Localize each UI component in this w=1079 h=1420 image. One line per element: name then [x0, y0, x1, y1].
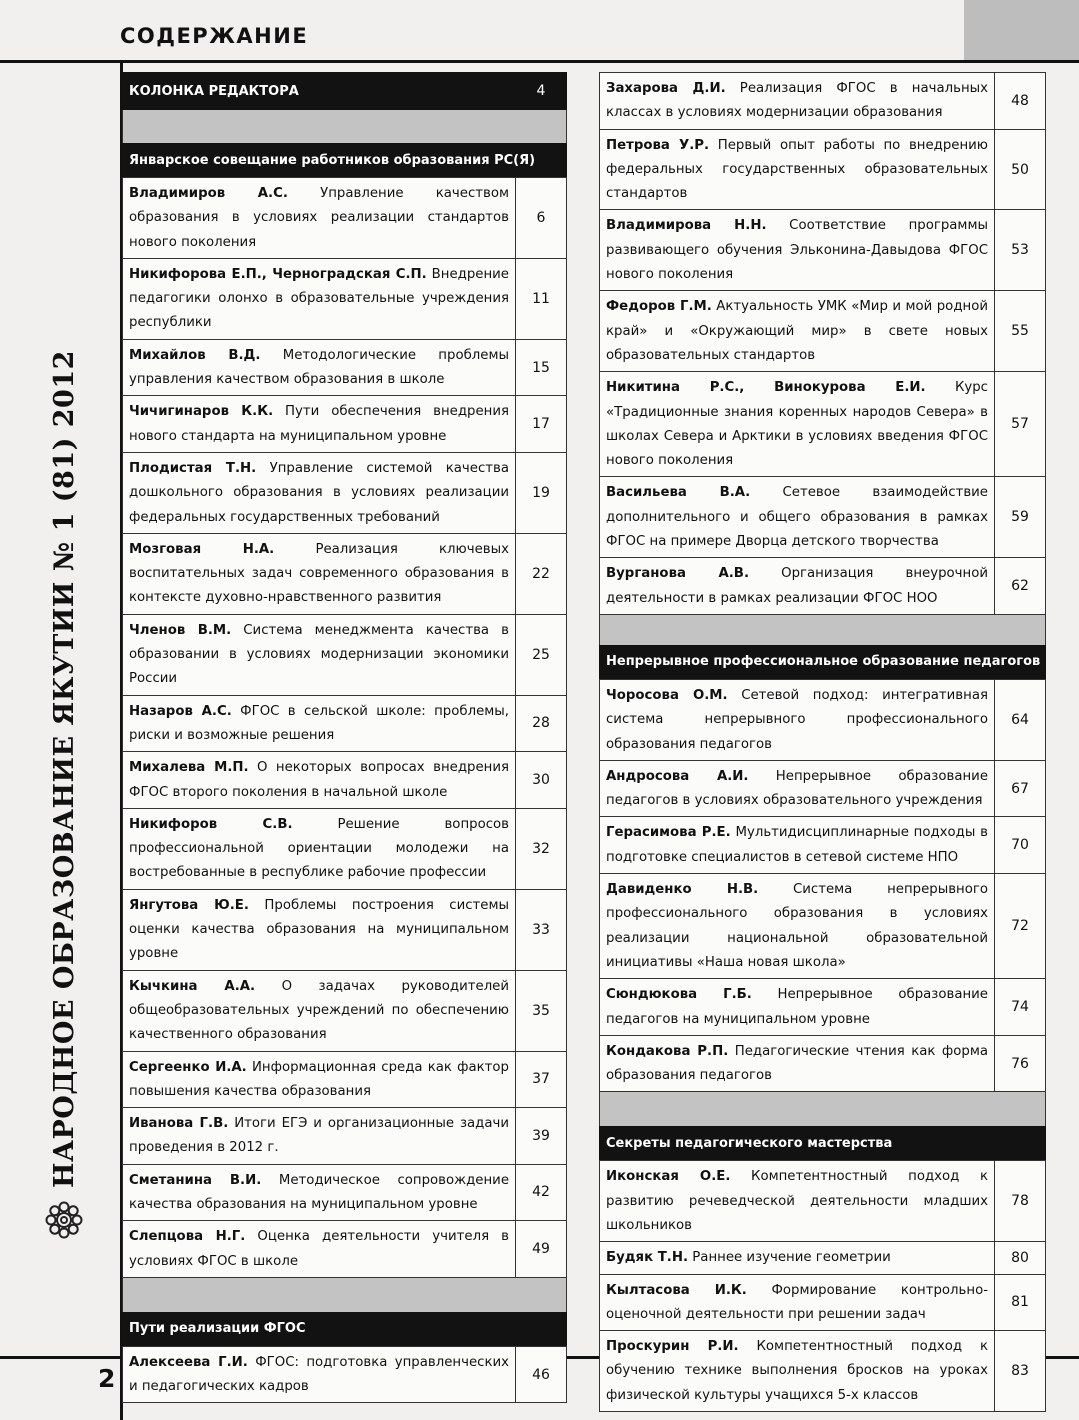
entry-author: Чичигинаров К.К.: [129, 404, 274, 420]
entry-page: 78: [994, 1161, 1045, 1241]
entry-title: Оценка деятельности учителя в условиях ФГОС в школе: [129, 1229, 509, 1269]
entry-text: [123, 971, 515, 1051]
entry-text: [600, 979, 994, 1035]
entry-text: [123, 890, 515, 970]
entry-page: 25: [515, 615, 566, 695]
toc-entry: [122, 971, 567, 1052]
entry-text: [600, 372, 994, 476]
entry-author: Владимирова Н.Н.: [606, 218, 767, 234]
toc-entry: [122, 259, 567, 340]
entry-text: [123, 259, 515, 339]
entry-page: 48: [994, 73, 1045, 129]
toc-entry: [599, 874, 1046, 979]
entry-list: [599, 72, 1046, 615]
entry-title: Управление системой качества дошкольного образования в условиях реализации федеральных государственных требований: [129, 460, 510, 525]
entry-text: [123, 396, 515, 452]
entry-list: [599, 1160, 1046, 1412]
section-divider: [599, 1092, 1046, 1126]
entry-text: [123, 615, 515, 695]
toc-entry: [122, 340, 567, 397]
entry-title: Итоги ЕГЭ и организационные задачи проведения в 2012 г.: [129, 1116, 509, 1156]
entry-author: Кылтасова И.К.: [606, 1282, 747, 1298]
corner-tab: [964, 0, 1079, 60]
section-header: [122, 143, 567, 177]
entry-text: [600, 1275, 994, 1331]
entry-text: [123, 752, 515, 808]
toc-entry: [599, 1160, 1046, 1242]
entry-page: 42: [515, 1165, 566, 1221]
entry-title: Управление качеством образования в условиях реализации стандартов нового поколения: [129, 186, 509, 250]
entry-text: [123, 1052, 515, 1108]
entry-author: Чоросова О.М.: [606, 687, 728, 703]
entry-title: О задачах руководителей общеобразовательных учреждений по обеспечению качественного образования: [129, 978, 510, 1043]
entry-text: [123, 1108, 515, 1164]
entry-title: Формирование контрольно-оценочной деятельности при решении задач: [606, 1282, 988, 1322]
entry-author: Андросова А.И.: [606, 768, 749, 784]
toc-entry: [599, 1275, 1046, 1332]
entry-page: 55: [994, 291, 1045, 371]
section-title: Пути реализации ФГОС: [129, 1321, 306, 1337]
entry-page: 30: [515, 752, 566, 808]
entry-page: 53: [994, 210, 1045, 290]
entry-text: [600, 291, 994, 371]
entry-page: 39: [515, 1108, 566, 1164]
right-column: [599, 72, 1046, 1412]
entry-page: 28: [515, 696, 566, 752]
entry-text: [600, 130, 994, 210]
toc-entry: [599, 372, 1046, 477]
entry-title: Методическое сопровождение качества образования на муниципальном уровне: [129, 1172, 509, 1212]
section-title: Январское совещание работников образования РС(Я): [129, 152, 536, 168]
toc-entry: [122, 453, 567, 534]
toc-entry: [122, 696, 567, 753]
entry-author: Никифоров С.В.: [129, 816, 293, 832]
entry-text: [600, 761, 994, 817]
toc-entry: [122, 615, 567, 696]
entry-text: [123, 696, 515, 752]
entry-author: Плодистая Т.Н.: [129, 460, 257, 476]
entry-author: Янгутова Ю.Е.: [129, 897, 249, 913]
entry-title: Непрерывное образование педагогов на муниципальном уровне: [606, 987, 988, 1027]
page-title: СОДЕРЖАНИЕ: [120, 24, 309, 48]
entry-page: 67: [994, 761, 1045, 817]
entry-author: Васильева В.А.: [606, 485, 751, 501]
entry-title: Система менеджмента качества в образовании в условиях модернизации экономики России: [129, 622, 509, 687]
editor-column-page: 4: [536, 83, 546, 99]
entry-page: 74: [994, 979, 1045, 1035]
entry-page: 81: [994, 1275, 1045, 1331]
entry-title: Система непрерывного профессионального образования в условиях реализации национальной образовательной инициативы «Наша новая школа»: [606, 882, 988, 970]
toc-entry: [599, 1036, 1046, 1093]
entry-author: Владимиров А.С.: [129, 186, 288, 201]
entry-page: 49: [515, 1221, 566, 1277]
toc-entry: [599, 817, 1046, 874]
entry-author: Кондакова Р.П.: [606, 1043, 729, 1059]
entry-title: Организация внеурочной деятельности в рамках реализации ФГОС НОО: [606, 566, 989, 606]
toc-entry: [599, 558, 1046, 615]
entry-author: Мозговая Н.А.: [129, 541, 275, 557]
entry-page: 37: [515, 1052, 566, 1108]
entry-author: Членов В.М.: [129, 622, 232, 638]
entry-page: 6: [515, 178, 566, 258]
entry-title: Реализация ФГОС в начальных классах в условиях модернизации образования: [606, 81, 989, 121]
toc-entry: [122, 534, 567, 615]
entry-page: 46: [515, 1347, 566, 1403]
entry-author: Иконская О.Е.: [606, 1169, 731, 1185]
entry-author: Герасимова Р.Е.: [606, 825, 731, 841]
entry-page: 80: [994, 1242, 1045, 1273]
toc-entry: [599, 72, 1046, 130]
section-header: [122, 1312, 567, 1346]
entry-author: Будяк Т.Н.: [606, 1250, 689, 1266]
toc-entry: [122, 1221, 567, 1278]
entry-text: [123, 1221, 515, 1277]
ornament-rosette-icon: [42, 1198, 86, 1242]
entry-title: Сетевой подход: интегративная система непрерывного профессионального образования педагогов: [606, 687, 988, 752]
entry-page: 70: [994, 817, 1045, 873]
entry-page: 33: [515, 890, 566, 970]
entry-title: Непрерывное образование педагогов в условиях образовательного учреждения: [606, 768, 988, 809]
entry-page: 62: [994, 558, 1045, 614]
toc-entry: [122, 752, 567, 809]
toc-entry: [599, 979, 1046, 1036]
entry-page: 17: [515, 396, 566, 452]
entry-text: [600, 73, 994, 129]
journal-title: НАРОДНОЕ ОБРАЗОВАНИЕ ЯКУТИИ № 1 (81) 2012: [48, 350, 80, 1188]
entry-title: ФГОС: подготовка управленческих и педагогических кадров: [129, 1354, 509, 1395]
entry-author: Захарова Д.И.: [606, 81, 726, 96]
toc-entry: [122, 396, 567, 453]
entry-list: [122, 1346, 567, 1404]
entry-text: [600, 1036, 994, 1092]
entry-author: Михайлов В.Д.: [129, 347, 261, 363]
entry-text: [123, 1347, 515, 1403]
entry-title: Мультидисциплинарные подходы в подготовке специалистов в сетевой системе НПО: [606, 825, 988, 865]
page-number: 2: [98, 1364, 116, 1393]
journal-spine: [36, 42, 92, 1242]
section-title: Непрерывное профессиональное образование педагогов: [606, 654, 1041, 670]
entry-text: [600, 558, 994, 614]
toc-entry: [122, 809, 567, 890]
entry-page: 59: [994, 477, 1045, 557]
entry-text: [123, 534, 515, 614]
entry-page: 19: [515, 453, 566, 533]
toc-entry: [599, 130, 1046, 211]
entry-title: Реализация ключевых воспитательных задач современного образования в контексте духовно-нравственного развития: [129, 541, 509, 606]
editor-column-label: КОЛОНКА РЕДАКТОРА: [129, 83, 299, 99]
entry-author: Сметанина В.И.: [129, 1172, 262, 1188]
entry-page: 35: [515, 971, 566, 1051]
editor-column-row: [122, 72, 567, 110]
entry-title: Сетевое взаимодействие дополнительного и общего образования в рамках ФГОС на примере Дворца детского творчества: [606, 485, 988, 550]
entry-text: [600, 477, 994, 557]
toc-entry: [122, 1108, 567, 1165]
entry-page: 50: [994, 130, 1045, 210]
entry-page: 64: [994, 680, 1045, 760]
entry-author: Никитина Р.С., Винокурова Е.И.: [606, 380, 926, 396]
entry-text: [600, 1242, 994, 1273]
entry-author: Никифорова Е.П., Черноградская С.П.: [129, 266, 427, 282]
entry-author: Кычкина А.А.: [129, 978, 256, 994]
entry-title: Первый опыт работы по внедрению федеральных государственных образовательных стандартов: [606, 137, 988, 202]
entry-author: Сюндюкова Г.Б.: [606, 987, 752, 1003]
entry-title: Пути обеспечения внедрения нового стандарта на муниципальном уровне: [129, 404, 510, 444]
entry-text: [600, 1161, 994, 1241]
entry-title: Решение вопросов профессиональной ориентации молодежи на востребованные в республике рабочие профессии: [129, 816, 509, 881]
entry-title: Внедрение педагогики олонхо в образовательные учреждения республики: [129, 266, 509, 331]
entry-text: [123, 178, 515, 258]
entry-title: Педагогические чтения как форма образования педагогов: [606, 1043, 988, 1084]
toc-entry: [599, 477, 1046, 558]
entry-author: Иванова Г.В.: [129, 1116, 229, 1132]
toc-entry: [599, 761, 1046, 818]
entry-author: Алексеева Г.И.: [129, 1354, 248, 1370]
entry-text: [600, 874, 994, 978]
toc-entry: [122, 890, 567, 971]
entry-title: Информационная среда как фактор повышения качества образования: [129, 1059, 510, 1099]
entry-title: Раннее изучение геометрии: [692, 1250, 891, 1266]
top-rule: [0, 60, 1079, 63]
section-header: [599, 1126, 1046, 1160]
entry-text: [123, 1165, 515, 1221]
entry-page: 32: [515, 809, 566, 889]
entry-text: [600, 680, 994, 760]
entry-title: Проблемы построения системы оценки качества образования на муниципальном уровне: [129, 897, 509, 962]
entry-text: [600, 1331, 994, 1411]
entry-title: Компетентностный подход к развитию речеведческой деятельности младших школьников: [606, 1169, 989, 1233]
entry-title: О некоторых вопросах внедрения ФГОС второго поколения в начальной школе: [129, 760, 509, 800]
entry-text: [600, 817, 994, 873]
entry-author: Федоров Г.М.: [606, 299, 712, 315]
toc-entry: [122, 1165, 567, 1222]
toc-entry: [599, 679, 1046, 761]
left-column: [122, 72, 567, 1403]
entry-author: Давиденко Н.В.: [606, 882, 759, 898]
entry-page: 11: [515, 259, 566, 339]
entry-text: [123, 809, 515, 889]
entry-list: [599, 679, 1046, 1092]
toc-entry: [122, 1346, 567, 1404]
entry-title: Курс «Традиционные знания коренных народов Севера» в школах Севера и Арктики в условиях введения ФГОС нового поколения: [606, 380, 988, 469]
entry-page: 83: [994, 1331, 1045, 1411]
entry-text: [123, 453, 515, 533]
toc-entry: [122, 177, 567, 259]
entry-text: [600, 210, 994, 290]
entry-author: Проскурин Р.И.: [606, 1339, 739, 1355]
section-header: [599, 645, 1046, 679]
toc-entry: [122, 1052, 567, 1109]
entry-page: 15: [515, 340, 566, 396]
entry-title: Соответствие программы развивающего обучения Эльконина-Давыдова ФГОС нового поколения: [606, 218, 988, 283]
section-divider: [122, 1278, 567, 1312]
toc-entry: [599, 291, 1046, 372]
toc-entry: [599, 1242, 1046, 1274]
section-divider: [122, 110, 567, 143]
entry-page: 76: [994, 1036, 1045, 1092]
entry-author: Михалева М.П.: [129, 760, 249, 776]
entry-page: 72: [994, 874, 1045, 978]
toc-entry: [599, 1331, 1046, 1412]
entry-title: Методологические проблемы управления качеством образования в школе: [129, 347, 509, 388]
entry-text: [123, 340, 515, 396]
entry-title: Компетентностный подход к обучению технике выполнения бросков на уроках физической культуры учащихся 5-х классов: [606, 1339, 988, 1403]
section-title: Секреты педагогического мастерства: [606, 1135, 893, 1151]
entry-title: Актуальность УМК «Мир и мой родной край» и «Окружающий мир» в свете новых образовательных стандартов: [606, 299, 988, 363]
section-divider: [599, 615, 1046, 645]
entry-page: 57: [994, 372, 1045, 476]
entry-author: Назаров А.С.: [129, 703, 232, 719]
entry-author: Слепцова Н.Г.: [129, 1229, 246, 1245]
toc-entry: [599, 210, 1046, 291]
entry-author: Вурганова А.В.: [606, 566, 749, 582]
entry-list: [122, 177, 567, 1278]
entry-title: ФГОС в сельской школе: проблемы, риски и возможные решения: [129, 703, 510, 743]
entry-author: Сергеенко И.А.: [129, 1059, 247, 1075]
entry-author: Петрова У.Р.: [606, 137, 710, 153]
entry-page: 22: [515, 534, 566, 614]
